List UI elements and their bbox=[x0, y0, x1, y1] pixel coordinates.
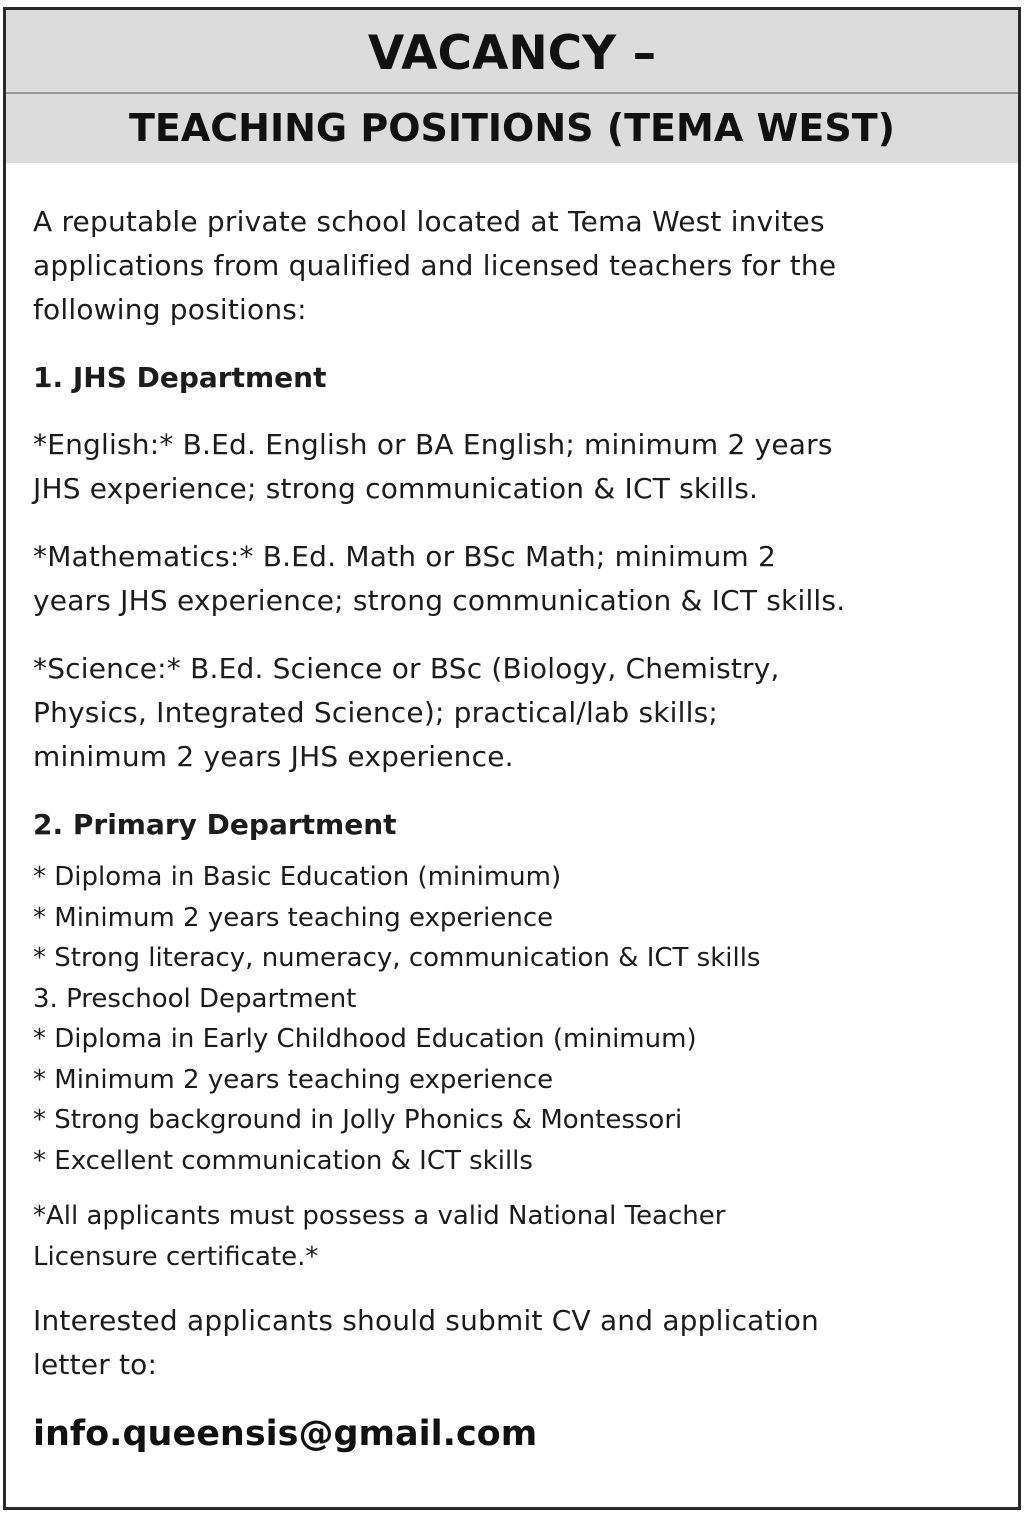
list-item: * Diploma in Basic Education (minimum) bbox=[33, 862, 562, 892]
list-item: * Minimum 2 years teaching experience bbox=[33, 1064, 554, 1095]
jhs-mathematics-requirement: *Mathematics:* B.Ed. Math or BSc Math; minimum 2 years JHS experience; strong communication & ICT skills. bbox=[33, 540, 846, 617]
list-item: * Strong background in Jolly Phonics & Montessori bbox=[33, 1105, 683, 1135]
page-subtitle: TEACHING POSITIONS (TEMA WEST) bbox=[129, 106, 895, 150]
list-item: * Minimum 2 years teaching experience bbox=[33, 902, 554, 933]
preschool-heading: 3. Preschool Department bbox=[33, 983, 357, 1014]
contact-email[interactable]: info.queensis@gmail.com bbox=[33, 1414, 538, 1454]
advert-body bbox=[33, 200, 1013, 1459]
list-item: * Strong literacy, numeracy, communication & ICT skills bbox=[33, 943, 761, 973]
jhs-english-requirement: *English:* B.Ed. English or BA English; minimum 2 years JHS experience; strong communication & ICT skills. bbox=[33, 428, 833, 505]
header-divider bbox=[6, 92, 1018, 94]
vacancy-advert bbox=[3, 7, 1021, 1510]
list-item: * Excellent communication & ICT skills bbox=[33, 1145, 533, 1176]
apply-instructions: Interested applicants should submit CV and application letter to: bbox=[33, 1304, 819, 1381]
jhs-heading: 1. JHS Department bbox=[33, 361, 327, 394]
primary-requirements-list bbox=[33, 857, 1013, 1181]
primary-heading: 2. Primary Department bbox=[33, 808, 397, 841]
license-note: *All applicants must possess a valid National Teacher Licensure certificate.* bbox=[33, 1201, 726, 1272]
list-item: * Diploma in Early Childhood Education (minimum) bbox=[33, 1024, 697, 1054]
page-title: VACANCY – bbox=[367, 26, 657, 81]
jhs-science-requirement: *Science:* B.Ed. Science or BSc (Biology, Chemistry, Physics, Integrated Science); practical/lab skills; minimum 2 years JHS experience. bbox=[33, 652, 780, 773]
intro-paragraph: A reputable private school located at Tema West invites applications from qualified and licensed teachers for the following positions: bbox=[33, 205, 837, 326]
